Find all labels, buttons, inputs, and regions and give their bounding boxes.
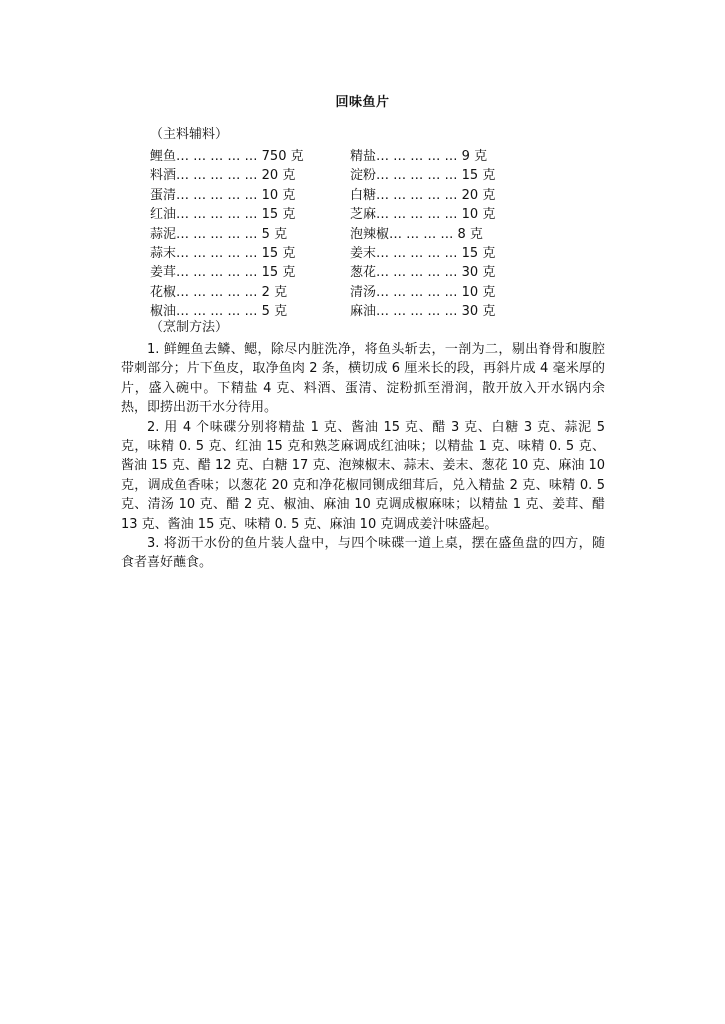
ingredient-item: 泡辣椒… … … … 8 克: [350, 226, 483, 242]
method-heading: （烹制方法）: [150, 320, 229, 335]
ingredient-item: 精盐… … … … … 9 克: [350, 149, 488, 164]
ingredient-item: 麻油… … … … … 30 克: [350, 304, 496, 320]
ingredient-item: 芝麻… … … … … 10 克: [350, 207, 496, 223]
ingredient-item: 淀粉… … … … … 15 克: [350, 168, 496, 184]
ingredient-item: 蛋清… … … … … 10 克: [150, 187, 296, 203]
ingredient-item: 白糖… … … … … 20 克: [350, 187, 496, 203]
ingredient-item: 料酒… … … … … 20 克: [150, 168, 296, 184]
ingredient-item: 葱花… … … … … 30 克: [350, 265, 496, 281]
ingredient-item: 蒜泥… … … … … 5 克: [150, 226, 288, 242]
ingredient-item: 姜末… … … … … 15 克: [350, 245, 496, 261]
ingredient-item: 蒜末… … … … … 15 克: [150, 245, 296, 261]
ingredient-item: 红油… … … … … 15 克: [150, 207, 296, 223]
ingredient-item: 姜茸… … … … … 15 克: [150, 265, 296, 281]
method-step-3: 3. 将沥干水份的鱼片装人盘中，与四个味碟一道上桌，摆在盛鱼盘的四方，随食者喜好蘸食。: [121, 536, 605, 571]
ingredient-item: 椒油… … … … … 5 克: [150, 304, 288, 320]
ingredients-heading: （主料辅料）: [150, 127, 229, 142]
ingredient-item: 花椒… … … … … 2 克: [150, 284, 288, 300]
ingredients-right-column: [350, 147, 495, 322]
recipe-title: 回味鱼片: [335, 95, 390, 110]
ingredient-item: 清汤… … … … … 10 克: [350, 284, 496, 300]
ingredients-left-column: [150, 147, 304, 322]
method-step-1: 1. 鲜鲤鱼去鳞、鳃，除尽内脏洗净，将鱼头斩去，一剖为二，剔出脊骨和腹腔带刺部分；片下鱼皮，取净鱼肉 2 条，横切成 6 厘米长的段，再斜片成 4 毫米厚的片，盛入碗中。下精盐 4 克、料酒、蛋清、淀粉抓至滑润，散开放入开水锅内余热，即捞出沥干水分待用。: [121, 342, 605, 416]
ingredient-item: 鲤鱼… … … … … 750 克: [150, 149, 304, 164]
method-body: [121, 340, 605, 573]
method-step-2: 2. 用 4 个味碟分别将精盐 1 克、酱油 15 克、醋 3 克、白糖 3 克、蒜泥 5 克，味精 0. 5 克、红油 15 克和熟芝麻调成红油味；以精盐 1 克、味精 0. 5 克、酱油 15 克、醋 12 克、白糖 17 克、泡辣椒末、蒜末、姜末、葱花 10 克、麻油 10 克，调成鱼香味；以葱花 20 克和净花椒同铡成细茸后，兑入精盐 2 克、味精 0. 5 克、清汤 10 克、醋 2 克、椒油、麻油 10 克调成椒麻味；以精盐 1 克、姜茸、醋 13 克、酱油 15 克、味精 0. 5 克、麻油 10 克调成姜汁味盛起。: [121, 419, 605, 532]
